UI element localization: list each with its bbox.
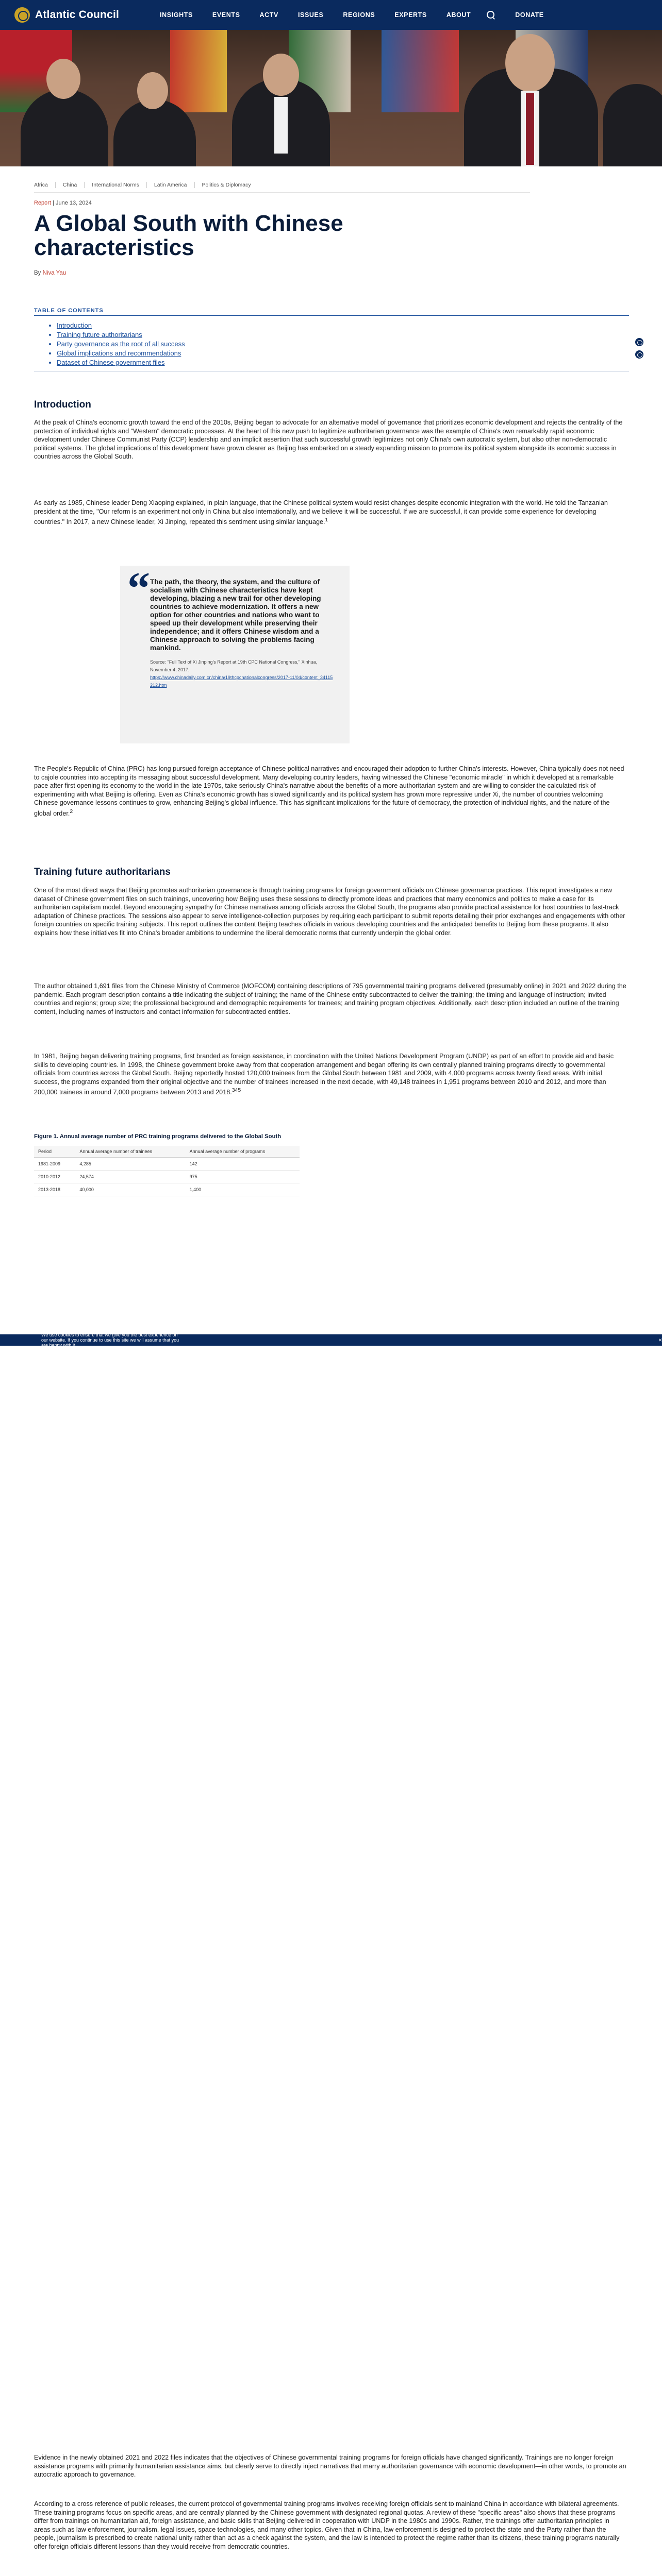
toc-link-global-implications[interactable]: Global implications and recommendations <box>57 349 181 357</box>
quote-mark-icon: “ <box>127 564 150 614</box>
table-cell: 2013-2018 <box>34 1183 75 1196</box>
nav-link-experts[interactable]: EXPERTS <box>394 11 427 19</box>
paragraph: The author obtained 1,691 files from the Chinese Ministry of Commerce (MOFCOM) containing descriptions of 795 governmental training programs delivered (presumably online) in 2021 and 2022 during the pandemic. Each program description contains a title indicating the subject of training; the name of the Chinese entity subcontracted to deliver the training; the timing and language of instruction; invited countries and regions; group size; the professional background and demographic requirements for trainees; and training program objectives. Additionally, each description included an outline of the training content, including names of instructors and contact information for subcontracted entities. <box>34 982 626 1015</box>
table-cell: 4,285 <box>75 1158 185 1171</box>
article-date: June 13, 2024 <box>56 200 92 206</box>
table-cell: 24,574 <box>75 1171 185 1183</box>
paragraph-text: As early as 1985, Chinese leader Deng Xiaoping explained, in plain language, that the Chinese political system would resist changes despite economic integration with the world. He told the Tanzanian president at the time, "Our reform is an experiment not only in China but also internationally, and we believe it will be successful. If we are successful, it can provide some experience for developing countries." In 2017, a new Chinese leader, Xi Jinping, repeated this sentiment using similar language. <box>34 499 608 526</box>
byline-prefix: By <box>34 270 41 276</box>
paragraph-text: The People's Republic of China (PRC) has long pursued foreign acceptance of Chinese political narratives and encouraged their adoption to further China's interests. However, China typically does not need to cajole countries into accepting its messaging about successful development. Many developing country leaders, having witnessed the Chinese "economic miracle" in which it developed at a remarkable pace after first opening its economy to the world in the late 1970s, take seriously China's narrative about the benefits of a more authoritarian system and are willing to consider the calculated risk of experimenting with what Beijing is offering. Even as China's economic growth has slowed significantly and its political system has grown more repressive under Xi, the number of countries welcoming Chinese governance lessons continues to grow, enhancing Beijing's global influence. This has significant implications for the future of democracy, the protection of individual rights, and the nature of the global order. <box>34 765 624 818</box>
hero-head <box>263 54 299 96</box>
table-header-row <box>34 1146 300 1158</box>
paragraph <box>34 765 627 818</box>
pull-quote <box>120 566 350 743</box>
byline <box>34 270 530 276</box>
article-meta <box>34 200 530 206</box>
column-header: Period <box>34 1146 75 1158</box>
breadcrumb-politics-diplomacy[interactable]: Politics & Diplomacy <box>202 182 251 188</box>
article-header <box>9 172 550 292</box>
breadcrumb-international-norms[interactable]: International Norms <box>92 182 147 188</box>
nav-links <box>150 11 481 19</box>
search-icon[interactable] <box>486 10 496 20</box>
toc-link-training[interactable]: Training future authoritarians <box>57 331 142 338</box>
article-type: Report <box>34 200 52 206</box>
paragraph: According to a cross reference of public releases, the current protocol of governmental training programs involves receiving foreign officials sent to mainland China in accordance with bilateral agreements. These training programs focus on specific areas, and are centrally planned by the Chinese government with designated regional quotas. A review of these "specific areas" also shows that these programs differ from trainings on humanitarian aid, foreign assistance, and basic skills that Beijing delivered in cooperation with UNDP in the 1980s and 1990s. Rather, the trainings offer authoritarian principles in areas such as law enforcement, journalism, legal issues, space technologies, and many other topics. Given that in China, law enforcement is designed to protect the state and the Party rather than the people, journalism is prescribed to create national unity rather than act as a check against the system, and the law is intended to protect the regime rather than its citizens, these training programs naturally offer foreign officials different lessons than they would receive from democratic countries. <box>34 2500 620 2550</box>
hero-flag <box>382 30 459 112</box>
toc-divider <box>34 315 629 316</box>
meta-divider: | <box>53 200 56 206</box>
section-heading-introduction: Introduction <box>34 399 91 410</box>
hero-head <box>505 34 555 92</box>
paragraph: One of the most direct ways that Beijing promotes authoritarian governance is through training programs for foreign government officials on Chinese governance practices. This report investigates a new dataset of Chinese government files on such trainings, uncovering how Beijing uses these sessions to directly promote ideas and practices that marry economics and politics to make a case for its authoritarian capitalism model. Beyond encouraging sympathy for Chinese narratives among officials across the Global South, the programs also provide practical assistance for host countries to fast-track adaptation of Chinese practices. The sessions also appear to serve intelligence-collection purposes by requiring each participant to submit reports detailing their prior exchanges and engagements with other foreign countries on specific training subjects. This report outlines the content Beijing teaches officials in various developing countries and the anticipated benefits to Beijing from these programs. It also explains how these initiatives fit into China's broader ambitions to undermine the liberal democratic norms that currently underpin the global order. <box>34 887 625 937</box>
hero-shirt <box>274 97 288 154</box>
author-link[interactable]: Niva Yau <box>42 270 67 276</box>
page-title: A Global South with Chinese characteristics <box>34 211 343 260</box>
quote-text: The path, the theory, the system, and the culture of socialism with Chinese characteristics have kept developing, blazing a new trail for other developing countries to achieve modernization. It offers a new option for other countries and nations who want to speed up their development while preserving their independence; and it offers Chinese wisdom and a Chinese approach to solving the problems facing mankind. <box>150 578 321 652</box>
table-row <box>34 1183 300 1196</box>
cookie-banner <box>0 1334 662 1346</box>
donate-link[interactable]: DONATE <box>515 11 544 19</box>
toc-link-introduction[interactable]: Introduction <box>57 321 92 329</box>
breadcrumb-china[interactable]: China <box>63 182 85 188</box>
column-header: Annual average number of programs <box>186 1146 300 1158</box>
table-cell: 142 <box>186 1158 300 1171</box>
paragraph <box>34 499 627 527</box>
footnote-ref[interactable]: 5 <box>238 1087 241 1094</box>
paragraph: At the peak of China's economic growth toward the end of the 2010s, Beijing began to advocate for an alternative model of governance that prioritizes economic development and rejects the centrality of the protection of individual rights and "Western" democratic processes. At the heart of this new push to legitimize authoritarian governance was the example of China's own remarkably rapid economic development under Chinese Communist Party (CCP) leadership and an implicit assertion that such successful growth legitimizes not only China's own autocratic system, but also other non-democratic political systems. The global implications of this development have grown clearer as Beijing has embarked on a steady expanding mission to promote its political system alongside its economic success in countries across the Global South. <box>34 419 623 461</box>
footnote-ref[interactable]: 1 <box>325 517 328 523</box>
quote-source-link[interactable]: https://www.chinadaily.com.cn/china/19thcpcnationalcongress/2017-11/04/content_34115212.htm <box>150 675 333 688</box>
breadcrumb-africa[interactable]: Africa <box>34 182 56 188</box>
toc-link-dataset[interactable]: Dataset of Chinese government files <box>57 359 165 366</box>
hero-head <box>46 59 80 99</box>
print-icon[interactable] <box>635 350 643 359</box>
table-row <box>34 1158 300 1171</box>
paragraph-text: In 1981, Beijing began delivering training programs, first branded as foreign assistance, in coordination with the United Nations Development Program (UNDP) as part of an effort to provide aid and basic skills to developing countries. In 1998, the Chinese government broke away from that cooperation arrangement and began offering its own centrally planned training programs directly to governmental officials from countries across the Global South. Beijing reportedly hosted 120,000 trainees from the Global South between 1981 and 2009, with 4,000 programs across twenty fixed areas. With initial success, the programs expanded from their original objective and the number of trainees increased in the next decade, with 49,148 trainees in 1,951 programs between 2010 and 2012, and more than 200,000 trainees in around 7,000 programs between 2013 and 2018. <box>34 1053 614 1096</box>
table-cell: 2010-2012 <box>34 1171 75 1183</box>
hero-photo <box>0 30 662 166</box>
nav-link-events[interactable]: EVENTS <box>212 11 240 19</box>
toc-heading: TABLE OF CONTENTS <box>34 308 104 314</box>
toc-item <box>57 358 185 367</box>
table-of-contents <box>57 321 185 367</box>
atlantic-council-logo-icon <box>14 7 30 23</box>
toc-item <box>57 321 185 330</box>
top-navigation <box>0 0 662 30</box>
paragraph: Evidence in the newly obtained 2021 and 2022 files indicates that the objectives of Chinese governmental training programs for foreign officials have changed significantly. Trainings are no longer foreign assistance programs with primarily humanitarian assistance aims, but clearly serve to directly inject narratives that marry authoritarian governance with economic development—in other words, to promote an autocratic approach to governance. <box>34 2454 626 2479</box>
footnote-ref[interactable]: 3 <box>231 1087 235 1094</box>
nav-link-regions[interactable]: REGIONS <box>343 11 375 19</box>
footnote-ref[interactable]: 4 <box>235 1087 238 1094</box>
table-row <box>34 1171 300 1183</box>
toc-bottom-divider <box>34 371 629 372</box>
hero-person <box>603 84 662 166</box>
nav-link-insights[interactable]: INSIGHTS <box>160 11 193 19</box>
table-cell: 1981-2009 <box>34 1158 75 1171</box>
nav-link-about[interactable]: ABOUT <box>446 11 471 19</box>
hero-head <box>137 72 168 109</box>
footnote-ref[interactable]: 2 <box>70 808 73 815</box>
toc-link-party-governance[interactable]: Party governance as the root of all success <box>57 340 185 348</box>
nav-link-actv[interactable]: ACTV <box>259 11 278 19</box>
hero-person <box>21 89 108 166</box>
share-bar <box>635 338 643 363</box>
toc-item <box>57 330 185 340</box>
nav-link-issues[interactable]: ISSUES <box>297 11 324 19</box>
quote-source: Source: "Full Text of Xi Jinping's Report at 19th CPC National Congress," Xinhua, November 4, 2017, <box>150 659 318 672</box>
paragraph <box>34 1052 627 1097</box>
figure-table <box>34 1146 300 1196</box>
toc-item <box>57 349 185 358</box>
table-cell: 975 <box>186 1171 300 1183</box>
column-header: Annual average number of trainees <box>75 1146 185 1158</box>
hero-tie <box>526 93 534 165</box>
close-icon[interactable]: × <box>658 1336 662 1344</box>
site-logo[interactable] <box>14 7 119 23</box>
toc-item <box>57 340 185 349</box>
breadcrumb <box>34 182 530 193</box>
hero-flag <box>170 30 227 112</box>
table-cell: 1,400 <box>186 1183 300 1196</box>
breadcrumb-latin-america[interactable]: Latin America <box>154 182 195 188</box>
share-icon[interactable] <box>635 338 643 346</box>
section-heading-training: Training future authoritarians <box>34 867 171 877</box>
figure-title: Figure 1. Annual average number of PRC training programs delivered to the Global South <box>34 1133 282 1140</box>
cookie-text: We use cookies to ensure that we give you the best experience on our website. If you continue to use this site we will assume that you are happy with it. <box>41 1332 179 1348</box>
brand-name: Atlantic Council <box>35 9 120 21</box>
table-cell: 40,000 <box>75 1183 185 1196</box>
